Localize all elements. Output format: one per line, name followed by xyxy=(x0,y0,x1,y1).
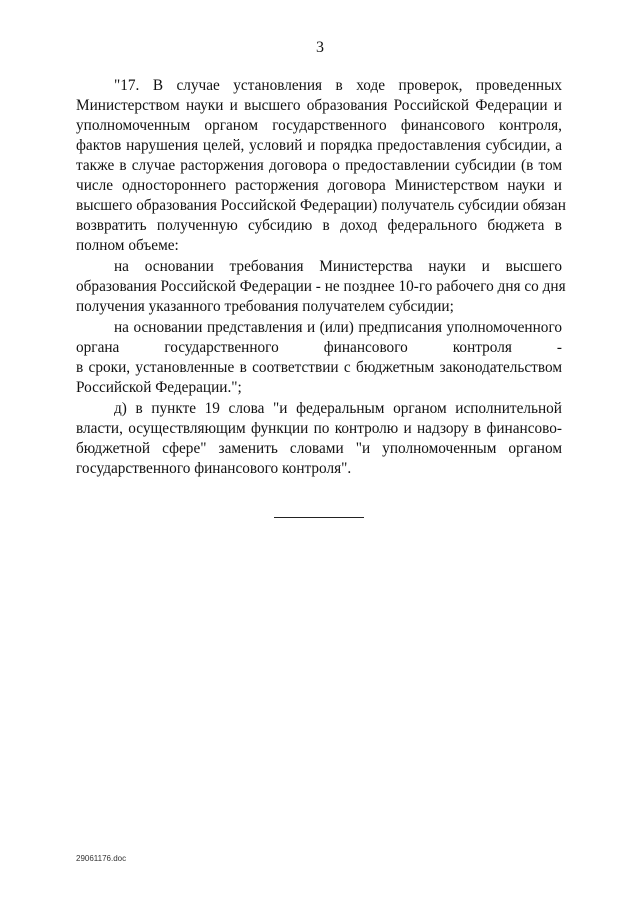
paragraph-17 xyxy=(76,76,566,256)
text-line: в сроки, установленные в соответствии с бюджетным законодательством xyxy=(76,359,562,376)
text-line: д) в пункте 19 слова "и федеральным органом исполнительной xyxy=(114,400,562,417)
paragraph-requirement xyxy=(76,257,566,317)
text-line: Министерством науки и высшего образования Российской Федерации и xyxy=(76,97,562,114)
text-line: получения указанного требования получателем субсидии; xyxy=(76,298,454,315)
text-line: бюджетной сфере" заменить словами "и уполномоченным органом xyxy=(76,440,562,457)
text-line: также в случае расторжения договора о предоставлении субсидии (в том xyxy=(76,157,562,174)
paragraph-representation xyxy=(76,318,562,398)
text-line: числе одностороннего расторжения договора Министерством науки и xyxy=(76,177,562,194)
text-line: фактов нарушения целей, условий и порядка предоставления субсидии, а xyxy=(76,137,562,154)
text-line: государственного финансового контроля". xyxy=(76,460,352,477)
paragraph-d xyxy=(76,399,562,479)
document-body xyxy=(76,76,566,480)
text-line: возвратить полученную субсидию в доход федерального бюджета в xyxy=(76,217,562,234)
text-line: Российской Федерации."; xyxy=(76,379,242,396)
text-line: на основании требования Министерства науки и высшего xyxy=(114,258,562,275)
text-line: "17. В случае установления в ходе проверок, проведенных xyxy=(114,77,562,94)
text-line: высшего образования Российской Федерации) получатель субсидии обязан xyxy=(76,197,566,214)
text-line: власти, осуществляющим функции по контролю и надзору в финансово- xyxy=(76,420,562,437)
text-line: органа государственного финансового контроля - xyxy=(76,339,562,356)
text-line: полном объеме: xyxy=(76,237,179,254)
page-number: 3 xyxy=(316,39,324,56)
text-line: образования Российской Федерации - не позднее 10-го рабочего дня со дня xyxy=(76,278,566,295)
text-line: на основании представления и (или) предписания уполномоченного xyxy=(114,319,562,336)
text-line: уполномоченным органом государственного финансового контроля, xyxy=(76,117,562,134)
file-code: 29061176.doc xyxy=(76,854,127,863)
end-separator-line xyxy=(274,517,364,518)
